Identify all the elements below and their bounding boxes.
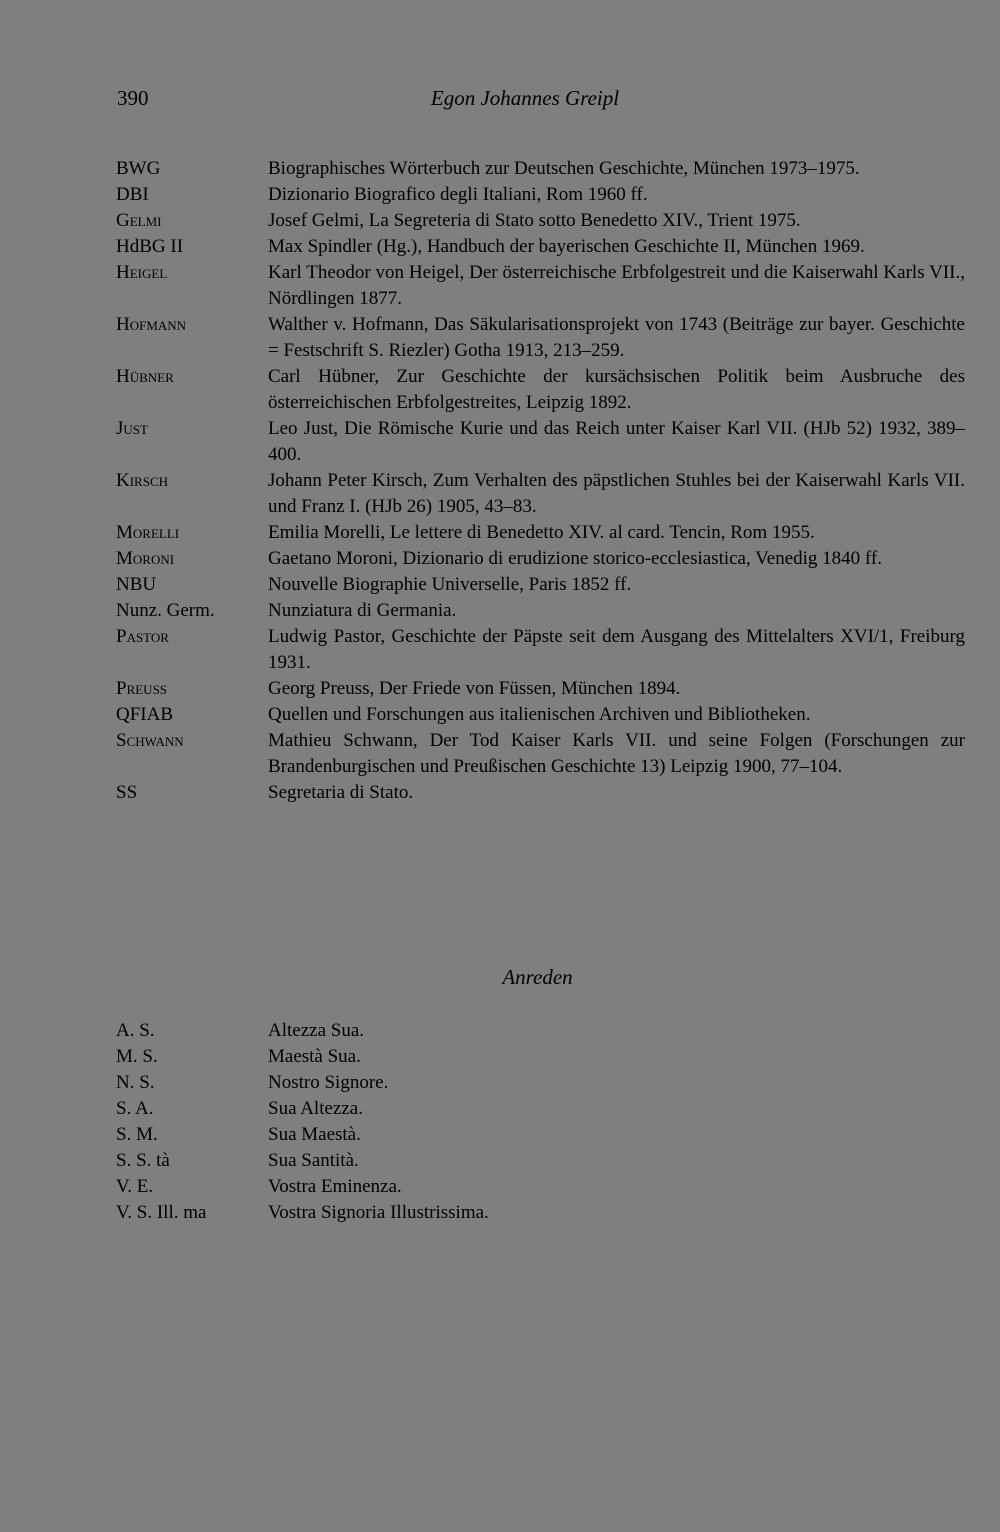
abbreviation-entry (0, 260, 1000, 312)
abbreviation-entry (0, 520, 1000, 546)
entry-term: NBU (116, 574, 157, 595)
abbreviation-entry (0, 572, 1000, 598)
entry-term: S. S. tà (116, 1150, 170, 1171)
abbreviation-entry (0, 156, 1000, 182)
entry-definition: Dizionario Biografico degli Italiani, Rom 1960 ff. (268, 184, 648, 205)
entry-term: V. E. (116, 1176, 154, 1197)
entry-definition: Carl Hübner, Zur Geschichte der kursächsischen Politik beim Ausbruche des österreichischen Erbfolgestreites, Leipzig 1892. (268, 366, 965, 413)
abbreviation-entry (0, 702, 1000, 728)
section-heading: Anreden (502, 965, 573, 989)
abbreviation-list (0, 156, 1000, 806)
entry-definition: Mathieu Schwann, Der Tod Kaiser Karls VII. und seine Folgen (Forschungen zur Brandenburgischen und Preußischen Geschichte 13) Leipzig 1900, 77–104. (268, 730, 965, 777)
entry-definition: Nostro Signore. (268, 1072, 389, 1093)
entry-definition: Nouvelle Biographie Universelle, Paris 1852 ff. (268, 574, 632, 595)
address-entry (0, 1174, 1000, 1200)
entry-definition: Johann Peter Kirsch, Zum Verhalten des päpstlichen Stuhles bei der Kaiserwahl Karls VII. und Franz I. (HJb 26) 1905, 43–83. (268, 470, 965, 517)
address-entry (0, 1148, 1000, 1174)
abbreviation-entry (0, 364, 1000, 416)
entry-definition: Josef Gelmi, La Segreteria di Stato sotto Benedetto XIV., Trient 1975. (268, 210, 801, 231)
entry-term: Preuss (116, 678, 168, 699)
abbreviation-entry (0, 546, 1000, 572)
entry-term: Schwann (116, 730, 184, 751)
abbreviation-entry (0, 182, 1000, 208)
running-title: Egon Johannes Greipl (430, 86, 620, 110)
entry-definition: Emilia Morelli, Le lettere di Benedetto XIV. al card. Tencin, Rom 1955. (268, 522, 815, 543)
entry-definition: Quellen und Forschungen aus italienischen Archiven und Bibliotheken. (268, 704, 811, 725)
entry-definition: Max Spindler (Hg.), Handbuch der bayerischen Geschichte II, München 1969. (268, 236, 865, 257)
entry-term: Hübner (116, 366, 174, 387)
entry-definition: Sua Maestà. (268, 1124, 361, 1145)
abbreviation-entry (0, 780, 1000, 806)
address-entry (0, 1070, 1000, 1096)
entry-definition: Georg Preuss, Der Friede von Füssen, München 1894. (268, 678, 681, 699)
entry-term: Gelmi (116, 210, 162, 231)
entry-term: S. A. (116, 1098, 154, 1119)
entry-term: BWG (116, 158, 161, 179)
entry-term: M. S. (116, 1046, 158, 1067)
entry-term: Pastor (116, 626, 169, 647)
entry-definition: Sua Santità. (268, 1150, 359, 1171)
entry-term: Kirsch (116, 470, 169, 491)
abbreviation-entry (0, 312, 1000, 364)
entry-definition: Ludwig Pastor, Geschichte der Päpste seit dem Ausgang des Mittelalters XVI/1, Freiburg 1931. (268, 626, 965, 673)
entry-term: V. S. Ill. ma (116, 1202, 207, 1223)
abbreviation-entry (0, 728, 1000, 780)
entry-definition: Sua Altezza. (268, 1098, 363, 1119)
address-list (0, 1018, 1000, 1226)
address-entry (0, 1096, 1000, 1122)
entry-term: A. S. (116, 1020, 155, 1041)
entry-term: Heigel (116, 262, 168, 283)
entry-term: S. M. (116, 1124, 158, 1145)
entry-term: QFIAB (116, 704, 174, 725)
entry-term: Morelli (116, 522, 180, 543)
address-entry (0, 1044, 1000, 1070)
abbreviation-entry (0, 468, 1000, 520)
address-entry (0, 1122, 1000, 1148)
entry-definition: Altezza Sua. (268, 1020, 365, 1041)
page-number: 390 (117, 86, 149, 110)
entry-definition: Vostra Eminenza. (268, 1176, 402, 1197)
entry-definition: Segretaria di Stato. (268, 782, 414, 803)
entry-term: Nunz. Germ. (116, 600, 215, 621)
address-entry (0, 1200, 1000, 1226)
abbreviation-entry (0, 208, 1000, 234)
entry-definition: Walther v. Hofmann, Das Säkularisationsprojekt von 1743 (Beiträge zur bayer. Geschichte = Festschrift S. Riezler) Gotha 1913, 213–259. (268, 314, 965, 361)
entry-definition: Nunziatura di Germania. (268, 600, 457, 621)
abbreviation-entry (0, 234, 1000, 260)
entry-definition: Gaetano Moroni, Dizionario di erudizione storico-ecclesiastica, Venedig 1840 ff. (268, 548, 882, 569)
entry-term: Just (116, 418, 148, 439)
entry-definition: Biographisches Wörterbuch zur Deutschen Geschichte, München 1973–1975. (268, 158, 860, 179)
entry-definition: Leo Just, Die Römische Kurie und das Reich unter Kaiser Karl VII. (HJb 52) 1932, 389–400. (268, 418, 965, 465)
abbreviation-entry (0, 676, 1000, 702)
abbreviation-entry (0, 624, 1000, 676)
entry-term: SS (116, 782, 138, 803)
entry-term: DBI (116, 184, 149, 205)
entry-definition: Maestà Sua. (268, 1046, 361, 1067)
abbreviation-entry (0, 416, 1000, 468)
entry-term: N. S. (116, 1072, 155, 1093)
entry-term: HdBG II (116, 236, 184, 257)
abbreviation-entry (0, 598, 1000, 624)
entry-definition: Karl Theodor von Heigel, Der österreichische Erbfolgestreit und die Kaiserwahl Karls VII., Nördlingen 1877. (268, 262, 965, 309)
address-entry (0, 1018, 1000, 1044)
entry-term: Hofmann (116, 314, 187, 335)
entry-term: Moroni (116, 548, 175, 569)
entry-definition: Vostra Signoria Illustrissima. (268, 1202, 489, 1223)
